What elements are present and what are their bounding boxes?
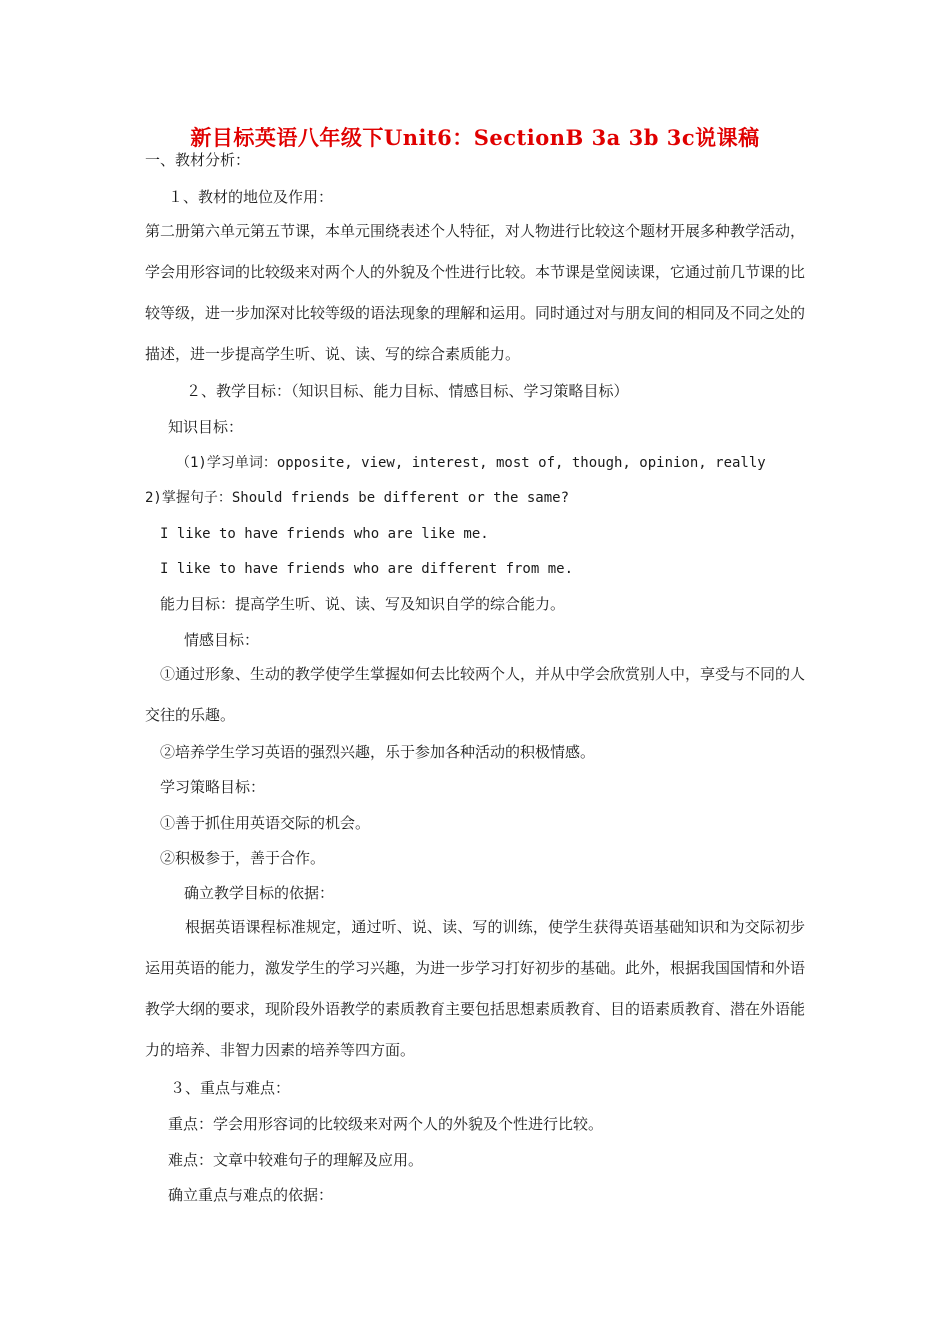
- key-point: 重点：学会用形容词的比较级来对两个人的外貌及个性进行比较。: [168, 1115, 604, 1133]
- item-heading: ２、教学目标：（知识目标、能力目标、情感目标、学习策略目标）: [186, 382, 629, 400]
- label: 知识目标：: [168, 418, 244, 436]
- vocab-line: （1)学习单词：opposite, view, interest, most of, though, opinion, really: [176, 455, 766, 471]
- label: 情感目标：: [184, 631, 260, 649]
- label: 确立重点与难点的依据：: [168, 1186, 334, 1204]
- example-sentence: I like to have friends who are different from me.: [160, 561, 574, 577]
- emotion-goal-2: ②培养学生学习英语的强烈兴趣，乐于参加各种活动的积极情感。: [160, 743, 596, 761]
- document-title: 新目标英语八年级下Unit6：SectionB 3a 3b 3c说课稿: [190, 125, 760, 150]
- strategy-goal-2: ②积极参于，善于合作。: [160, 849, 326, 867]
- strategy-goal-1: ①善于抓住用英语交际的机会。: [160, 814, 371, 832]
- paragraph: 第二册第六单元第五节课，本单元围绕表述个人特征，对人物进行比较这个题材开展多种教学活动，学会用形容词的比较级来对两个人的外貌及个性进行比较。本节课是堂阅读课，它通过前几节课的比较等级，进一步加深对比较等级的语法现象的理解和运用。同时通过对与朋友间的相同及不同之处的描述，进一步提高学生听、说、读、写的综合素质能力。: [145, 222, 806, 363]
- example-sentence: I like to have friends who are like me.: [160, 526, 489, 542]
- sentence-line: 2)掌握句子：Should friends be different or the same?: [145, 490, 570, 506]
- item-heading: １、教材的地位及作用：: [168, 188, 334, 206]
- item-heading: ３、重点与难点：: [170, 1079, 291, 1097]
- label: 学习策略目标：: [160, 778, 266, 796]
- ability-goal: 能力目标：提高学生听、说、读、写及知识自学的综合能力。: [160, 595, 566, 613]
- emotion-goal-1: ①通过形象、生动的教学使学生掌握如何去比较两个人，并从中学会欣赏别人中，享受与不同的人交往的乐趣。: [145, 665, 806, 724]
- paragraph: 根据英语课程标准规定，通过听、说、读、写的训练，使学生获得英语基础知识和为交际初步运用英语的能力，激发学生的学习兴趣，为进一步学习打好初步的基础。此外，根据我国国情和外语教学大纲的要求，现阶段外语教学的素质教育主要包括思想素质教育、目的语素质教育、潜在外语能力的培养、非智力因素的培养等四方面。: [145, 918, 806, 1059]
- difficult-point: 难点：文章中较难句子的理解及应用。: [168, 1151, 424, 1169]
- section-heading: 一、教材分析：: [145, 151, 251, 169]
- label: 确立教学目标的依据：: [184, 884, 335, 902]
